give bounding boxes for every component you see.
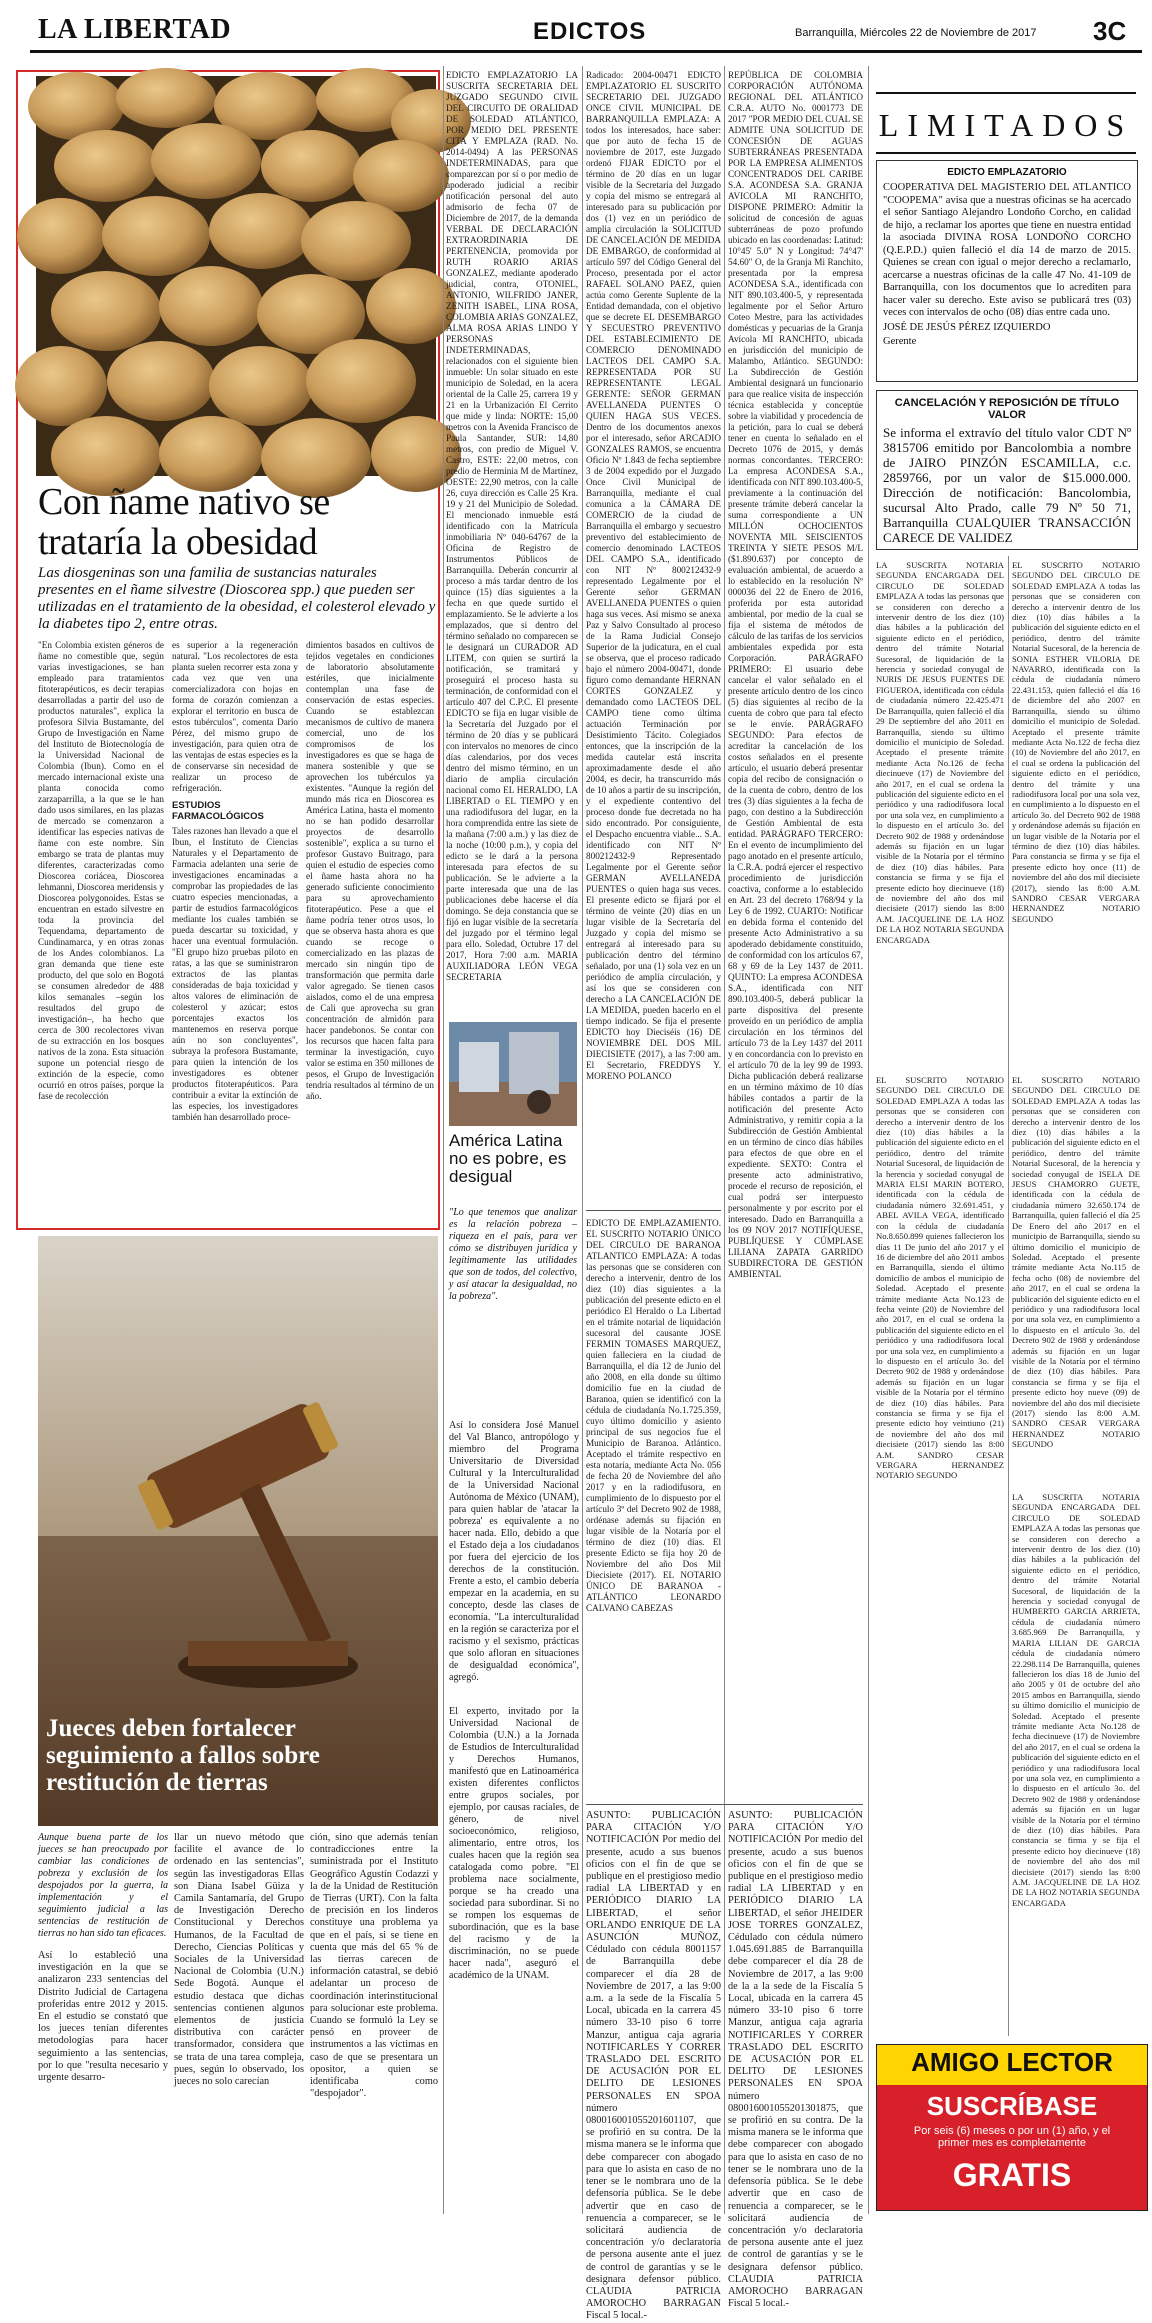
section-rule	[586, 1804, 863, 1805]
yam-photo	[36, 76, 436, 476]
jueces-headline: Jueces deben fortalecer seguimiento a fallos sobre restitución de tierras	[46, 1715, 320, 1796]
notaria-edict-2: EL SUSCRITO NOTARIO SEGUNDO DEL CIRCULO DE SOLEDAD EMPLAZA A todas las personas que se consideren con derecho a intervenir dentro de los diez (10) días hábiles a la publicación del siguiente edicto en el periódico, dentro del trámite Notarial Sucesoral, de la herencia de SONIA ESTHER VILORIA DE NAVARRO, identificada con la cédula de ciudadanía número 22.431.153, quien falleció el día 16 de diciembre del año 2007 en Barranquilla, siendo su último domicilio el municipio de Soledad. Aceptado el presente trámite mediante Acta No.122 de fecha diez (10) de Noviembre del año 2017, en el cual se ordena la publicación del siguiente edicto en el periódico, dentro del trámite y una radiodifusora local por una sola vez, en cumplimiento a lo dispuesto en el artículo 3o. del Decreto 902 de 1988 y ordenándose además su fijación en un lugar visible de la Notaría por el término de diez (10) días hábiles. Para constancia se firma y se fija el presente edicto hoy once (11) de noviembre del año dos mil diecisiete (2017), siendo las 8:00 A.M. SANDRO CESAR VERGARA HERNANDEZ NOTARIO SEGUNDO	[1012, 560, 1140, 924]
jueces-column-2: llar un nuevo método que facilite el avance de lo ordenado en las sentencias", según las investigadoras Ellas son Diana Isabel Güiza y Camila Santamaría, del Grupo de Investigación Derecho Constitucional y Derechos Humanos, de la Facultad de Derecho, Ciencias Políticas y Sociales de la Universidad Nacional de Colombia (U.N.) Sede Bogotá. Aunque el estudio destaca que dichas sentencias contienen algunos elementos de justicia distributiva con carácter transformador, considera que se trata de una tarea compleja, pues, según lo observado, los jueces no solo carecían	[174, 1832, 304, 2088]
edict-notaria-baranoa: EDICTO DE EMPLAZAMIENTO. EL SUSCRITO NOTARIO ÚNICO DEL CIRCULO DE BARANOA ATLANTICO EMPLAZA: A todas las personas que se consideren con derecho a intervenir, dentro de los diez (10) días siguientes a la publicación del presente edicto en el periódico El Heraldo o La Libertad en el trámite notarial de liquidación sucesoral del causante JOSE FERMIN TOMASES MARQUEZ, quien falleciera en la ciudad de Barranquilla, el día 12 de Junio del año 2008, en ella donde su último domicilio fue en la ciudad de Baranoa, quien se identificó con la cédula de ciudadanía No.1.725.359, cuyo último domicilio y asiento principal de sus negocios fue el Municipio de Baranoa. Atlántico. Aceptado el trámite respectivo en esta notaría, mediante Acta No. 056 de fecha 20 de Noviembre del año 2017 y en la radiodifusora, en cumplimiento de lo dispuesto por el artículo 3º del Decreto 902 de 1988, ordénase además su fijación en lugar visible de la Notaría por el término de diez (10) días. El presente Edicto se fija hoy 20 de Noviembre del año Dos Mil Diecisiete (2017). EL NOTARIO ÚNICO DE BARANOA -ATLÁNTICO LEONARDO CALVANO CABEZAS	[586, 1218, 721, 1613]
coopema-notice	[876, 160, 1138, 382]
column-rule	[1008, 556, 1009, 2036]
jueces-subhead: Aunque buena parte de los jueces se han preocupado por cambiar las condiciones de pobreza y exclusión de los despojados por la guerra, la implementación y el seguimiento judicial a las sentencias de restitución de tierras no han sido tan eficaces.	[38, 1832, 168, 1939]
cancellation-text: Se informa el extravío del título valor CDT Nº 3815706 emitido por Bancolombia a nombre de JAIRO PINZÓN ESCAMILLA, c.c. 2859766, por un valor de $15.000.000. Dirección de notificación: Bancolombia, sucursal Alto Prado, calle 79 Nº 50 71, Barranquilla CUALQUIER TRANSACCIÓN CARECE DE VALIDEZ	[883, 425, 1131, 545]
section-name: EDICTOS	[533, 18, 647, 45]
header-rule	[30, 50, 1142, 53]
feature-subhead: Las diosgeninas son una familia de sustancias naturales presentes en el ñame silvestre (Dioscorea spp.) que pueden ser utilizadas en el tratamiento de la obesidad, el colesterol elevado y la diabetes tipo 2, entre otras.	[38, 565, 436, 632]
dateline: Barranquilla, Miércoles 22 de Noviembre de 2017	[795, 27, 1037, 39]
edict-asunto-fiscalia-2: ASUNTO: PUBLICACIÓN PARA CITACIÓN Y/O NOTIFICACIÓN Por medio del presente, acudo a sus buenos oficios con el fin de que se publique en el prestigioso medio radial LA LIBERTAD y en PERIÓDICO DIARIO LA LIBERTAD, el señor JHEIDER JOSE TORRES GONZALEZ, Cédulado con cédula número 1.045.691.885 de Barranquilla debe comparecer el día 28 de Noviembre de 2017, a las 9:00 de la a la sede de la Fiscalía 5 Local, ubicada en la carrera 45 número 33-10 piso 6 torre Manzur, antigua caja agraria NOTIFICARLES Y CORRER TRASLADO DEL ESCRITO DE ACUSACIÓN POR EL DELITO DE LESIONES PERSONALES EN SPOA número 080016001055201301875, que se profirió en su contra. De la misma manera se le informa que debe comparecer con abogado para que lo asista en caso de no tener se le nombrara uno de la defensoría pública. Se le debe advertir que en caso de renuencia a comparecer, se le solicitará audiencia de concentración y/o declaratoria de persona ausente ante el juez de control de garantías y se le designara defensor público. CLAUDIA PATRICIA AMOROCHO BARRAGAN Fiscal 5 local.-	[728, 1810, 863, 2310]
column-rule	[868, 66, 869, 2214]
page-number: 3C	[1093, 16, 1127, 46]
feature-headline: Con ñame nativo se trataría la obesidad	[38, 481, 330, 563]
column-rule	[582, 66, 583, 2214]
notaria-edict-3: EL SUSCRITO NOTARIO SEGUNDO DEL CIRCULO DE SOLEDAD EMPLAZA A todas las personas que se consideren con derecho a intervenir dentro de los diez (10) días hábiles a la publicación del siguiente edicto en el periódico, dentro del trámite Notarial Sucesoral, de liquidación de la herencia y sociedad conyugal de MARIA ELSI MARIN BOTERO, identificada con la cédula de ciudadanía número 32.691.451, y ABEL AVILA VEGA, identificado con la cédula de ciudadanía No.8.650.899 quienes fallecieron los días 11 De junio del año 2017 y el 16 de diciembre del año 2011 ambos en Barranquilla, siendo el último domicilio de ambos el municipio de Soledad. Aceptado el presente trámite mediante Acta No.123 de fecha veinte (20) de Noviembre del año 2017, en el cual se ordena la publicación del siguiente edicto en el periódico y una radiodifusora local por una sola vez, en cumplimiento a lo dispuesto en el artículo 3o. del Decreto 902 de 1988 y ordenándose además su fijación en un lugar visible de la Notaría por el término de diez (10) días hábiles. Para constancia se firma y se fija el presente edicto hoy veintiuno (21) de noviembre del año dos mil diecisiete (2017) siendo las 8:00 A.M. SANDRO CESAR VERGARA HERNANDEZ NOTARIO SEGUNDO	[876, 1075, 1004, 1481]
pharma-subtitle: ESTUDIOS FARMACOLÓGICOS	[172, 800, 264, 822]
notaria-edict-4: EL SUSCRITO NOTARIO SEGUNDO DEL CIRCULO DE SOLEDAD EMPLAZA A todas las personas que se consideren con derecho a intervenir dentro de los diez (10) días hábiles a la publicación del siguiente edicto en el periódico, dentro del trámite Notarial Sucesoral, de la herencia y sociedad conyugal de ISELA DE JESUS CHAMORRO GUETE, identificada con la cédula de ciudadanía número 32.650.174 de Barranquilla, quien falleció el día 25 De Enero del año 2017 en el municipio de Barranquilla, siendo su último domicilio el municipio de Soledad. Aceptado el presente trámite mediante Acta No.115 de fecha ocho (08) de noviembre del año 2017, en el cual se ordena la publicación del siguiente edicto en el periódico y una radiodifusora local por una sola vez, en cumplimiento a lo dispuesto en el artículo 3o. del Decreto 902 de 1988 y ordenándose además su fijación en un lugar visible de la Notaría por el término de diez (10) días hábiles. Para constancia se firma y se fija el presente edicto hoy nueve (09) de noviembre del año dos mil diecisiete (2017) siendo las 8:00 A.M. SANDRO CESAR VERGARA HERNANDEZ NOTARIO SEGUNDO	[1012, 1075, 1140, 1450]
coopema-signature: JOSÉ DE JESÚS PÉREZ IZQUIERDO	[883, 321, 1051, 333]
column-rule	[724, 66, 725, 2214]
masthead: LA LIBERTAD	[38, 14, 232, 45]
latam-headline: América Latina no es pobre, es desigual	[449, 1131, 567, 1186]
section-rule	[586, 1210, 721, 1211]
latam-photo	[449, 1022, 577, 1126]
edict-cra-resolucion: REPÚBLICA DE COLOMBIA CORPORACIÓN AUTÓNOMA REGIONAL DEL ATLÁNTICO C.R.A. AUTO No. 0001773 DE 2017 "POR MEDIO DEL CUAL SE ADMITE UNA SOLICITUD DE CONCESIÓN DE AGUAS SUBTERRÁNEAS PRESENTADA POR LA EMPRESA ALIMENTOS CONCENTRADOS DEL CARIBE S.A. ACONDESA S.A. GRANJA AVICOLA MI RANCHITO, DISPONE PRIMERO: Admitir la solicitud de concesión de aguas subterráneas de pozo profundo ubicado en las coordenadas: Latitud: 10°45' 5.0" N y Longitud: 74°47' 54.60" O, de la Granja Mi Ranchito, presentada por la empresa ACONDESA S.A., identificada con NIT 890.103.400-5, y representada legalmente por el Señor Arturo Coteo Mestre, para las actividades domésticas y pecuarias de la Granja Avícola MI RANCHITO, ubicada en jurisdicción del municipio de Malambo, Atlántico. SEGUNDO: La Subdirección de Gestión Ambiental designará un funcionario para que realice visita de inspección técnica establecida y conceptúe sobre la viabilidad y procedencia de la petición, para lo cual se deberá tener en cuenta lo señalado en el Decreto 1076 de 2015, y demás normas concordantes. TERCERO: La empresa ACONDESA S.A., identificada con NIT 890.103.400-5, previamente a la continuación del presente trámite deberá cancelar la suma correspondiente a UN MILLÓN OCHOCIENTOS NOVENTA MIL SEISCIENTOS TREINTA Y SIETE PESOS M/L ($1.890.637) por concepto de evaluación ambiental, de acuerdo a lo establecido en la resolución Nº 000036 del 22 de Enero de 2016, proferida por esta autoridad ambiental, por medio de la cual se fija el sistema de métodos de cálculo de las tarifas de los servicios ambientales expedida por esta Corporación. PARÁGRAFO PRIMERO: El usuario debe cancelar el valor señalado en el presente artículo dentro de los cinco (5) días siguientes al recibo de la cuenta de cobro que para tal efecto se le envíe. PARÁGRAFO SEGUNDO: Para efectos de acreditar la cancelación de los costos señalados en el presente artículo, el usuario deberá presentar copia del recibo de consignación o de la cuenta de cobro, dentro de los tres (3) días siguientes a la fecha de pago, con destino a la Subdirección de Gestión Ambiental de esta entidad. PARÁGRAFO TERCERO: En el evento de incumplimiento del pago anotado en el presente artículo, la C.R.A. podrá ejercer el respectivo procedimiento de jurisdicción coactiva, conforme a lo establecido en Art. 23 del decreto 1768/94 y la Ley 6 de 1992. CUARTO: Notificar en debida forma el contenido del presente Acto Administrativo a su apoderado debidamente constituido, de conformidad con los artículos 67, 68 y 69 de la Ley 1437 de 2011. QUINTO: La empresa ACONDESA S.A., identificada con NIT 890.103.400-5, deberá publicar la parte dispositiva del presente proveído en un periódico de amplia circulación en los términos del artículo 73 de la Ley 1437 del 2011 y en concordancia con lo previsto en el artículo 70 de la ley 99 de 1993. Dicha publicación deberá realizarse en un término máximo de 10 días hábiles contados a partir de la notificación del presente Acto Administrativo, y remitir copia a la Subdirección de Gestión Ambiental en un término de cinco días hábiles para efectos de que obre en el expediente. SEXTO: Contra el presente acto administrativo, procede el recurso de reposición, el cual podrá ser interpuesto personalmente y por escrito por el interesado. Dado en Barranquilla a los 09 NOV 2017 NOTIFÍQUESE, PUBLÍQUESE Y CÚMPLASE LILIANA ZAPATA GARRIDO SUBDIRECTORA DE GESTIÓN AMBIENTAL	[728, 70, 863, 1279]
ad-offer: Por seis (6) meses o por un (1) año, y el primer mes es completamente	[913, 2125, 1111, 2149]
edict-juzgado-once: Radicado: 2004-00471 EDICTO EMPLAZATORIO EL SUSCRITO SECRETARIO DEL JUZGADO ONCE CIVIL MUNICIPAL DE BARRANQUILLA EMPLAZA: A todos los interesados, hace saber: que por auto de fecha 15 de noviembre de 2017, este Juzgado ordenó FIJAR EDICTO por el término de 20 días en un lugar visible de la Secretaría del Juzgado y copia del mismo se entregará al interesado para su publicación por dos (1) vez en un periódico de amplia circulación la SOLICITUD DE CANCELACIÓN DE MEDIDA DE EMBARGO, de conformidad al artículo 597 del Código General del Proceso, presentada por el actor RAFAEL SOLANO PAEZ, quien actúa como Gerente Suplente de la Entidad demandada, con el objetivo que se decrete EL DESEMBARGO Y SECUESTRO PREVENTIVO DEL ESTABLECIMIENTO DE COMERCIO DENOMINADO LACTEOS DEL CAMPO S.A. REPRESENTADA POR SU REPRESENTANTE LEGAL GERENTE: SEÑOR GERMAN AVELLANEDA PUENTES O QUIEN HAGA SUS VECES. Dentro de los documentos anexos por el interesado, señor ARCADIO GONZALES RAMOS, se encuentra Oficio Nº 1.843 de fecha septiembre 3 de 2004 expedido por el Juzgado Once Civil Municipal de Barranquilla, mediante el cual comunica a la CÁMARA DE COMERCIO de la ciudad de Barranquilla el embargo y secuestro preventivo del establecimiento de comercio denominado LACTEOS DEL CAMPO S.A., identificado con NIT Nº 800212432-9 representado Legalmente por el Gerente señor GERMAN AVELLANEDA PUENTES o quien haga sus veces. Así mismo se anexa Paz y Salvo Consultado al proceso de la Rama Judicial Consejo Superior de la judicatura, en el cual se observa, que el proceso radicado bajo el número 2004-00471, donde figuro como demandante HERNAN CORTES GONZALEZ y demandado como LACTEOS DEL CAMPO tiene como última actuación Terminación por Desistimiento Tácito. Colegiados entonces, que la inscripción de la medida cautelar está inscrita aproximadamente desde el año 2004, es decir, ha transcurrido más de 10 años a partir de su inscripción, y el expediente contentivo del proceso donde fue decretada no ha sido encontrado. Por consiguiente, el Despacho encuentra viable... S.A. identificado con NIT Nº 800212432-9 Representado Legalmente por el Gerente señor GERMAN AVELLANEDA PUENTES o quien haga sus veces. El presente edicto se fijará por el término de veinte (20) días en un lugar visible de la Secretaría del Juzgado y copia del mismo se entregará al interesado para su publicación dentro del término señalado, por una (1) sola vez en un periódico de amplia circulación, y así los que se consideren con derecho a LA CANCELACIÓN DE LA MEDIDA, pueden hacerlo en el tiempo indicado. Se fija el presente EDICTO hoy Dieciséis (16) DE NOVIEMBRE DEL DOS MIL DIECISIETE (2017), a las 7:00 am. El Secretario, FREDDYS Y. MORENO POLANCO	[586, 70, 721, 1081]
latam-body-2: El experto, invitado por la Universidad Nacional de Colombia (U.N.) a la Jornada de Estudios de Interculturalidad y Derechos Humanos, manifestó que en Latinoamérica existen diferentes conflictos entre grupos sociales, por ejemplo, por causas raciales, de género, de nivel socioeconómico, religioso, alimentario, entre otros, los cuales hacen que la región sea catalogada como pobre. "El problema nace socialmente, porque se ha creado una sociedad para subordinar. Si no se rompen los esquemas de subordinación, que es la base del racismo y de la discriminación, no se puede hacer nada", aseguró el académico de la UNAM.	[449, 1706, 579, 1981]
subscription-ad[interactable]	[876, 2044, 1148, 2211]
coopema-text: COOPERATIVA DEL MAGISTERIO DEL ATLANTICO "COOPEMA" avisa que a nuestras oficinas se ha acercado el señor Santiago Alejandro Londoño Corcho, en calidad de hijo, a reclamar los aportes que tiene en nuestra entidad la asociada DIVINA ROSA LONDOÑO CORCHO (Q.E.P.D.) quien falleció el día 14 de marzo de 2015. Quienes se crean con igual o mejor derecho a reclamarlo, acercarse a nuestras oficinas de la calle 47 No. 41-109 de Barranquilla, con los documentos que lo acrediten para hacer valer su derecho. Este aviso se publicará tres (03) veces con intervalos de ocho (08) días entre cada uno.	[883, 182, 1131, 318]
cdt-cancellation-notice	[876, 390, 1138, 550]
cancellation-title: CANCELACIÓN Y REPOSICIÓN DE TÍTULO VALOR	[894, 397, 1120, 421]
edict-asunto-fiscalia-1: ASUNTO: PUBLICACIÓN PARA CITACIÓN Y/O NOTIFICACIÓN Por medio del presente, acudo a sus buenos oficios con el fin de que se publique en el prestigioso medio radial LA LIBERTAD y en PERIÓDICO DIARIO LA LIBERTAD, el señor ORLANDO ENRIQUE DE LA ASUNCIÓN MUÑOZ, Cédulado con cédula 8001157 de Barranquilla debe comparecer el día 28 de Noviembre de 2017, a las 9:00 a.m. a la sede de la Fiscalía 5 Local, ubicada en la carrera 45 número 33-10 piso 6 torre Manzur, antigua caja agraria NOTIFICARLES Y CORRER TRASLADO DEL ESCRITO DE ACUSACIÓN POR EL DELITO DE LESIONES PERSONALES EN SPOA número 080016001055201601107, que se profirió en su contra. De la misma manera se le informa que debe comparecer con abogado para que lo asista en caso de no tener se le nombrara uno de la defensoría pública. Se le debe advertir que en caso de renuencia a comparecer, se le solicitará audiencia de concentración y/o declaratoria de persona ausente ante el juez de control de garantías y se le designara defensor público. CLAUDIA PATRICIA AMOROCHO BARRAGAN Fiscal 5 local.-	[586, 1810, 721, 2322]
jueces-column-1: Así lo estableció una investigación en la que se analizaron 233 sentencias del Distrito Judicial de Cartagena proferidas entre 2012 y 2015. En el estudio se constató que los jueces tenían diferentes metodologías para hacer seguimiento a las sentencias, por lo que "resulta necesario y urgente desarro-	[38, 1950, 168, 2084]
limitados-banner: LIMITADOS	[876, 92, 1136, 154]
column-rule	[443, 66, 444, 2214]
edict-juzgado-soledad: EDICTO EMPLAZATORIO LA SUSCRITA SECRETARIA DEL JUZGADO SEGUNDO CIVIL DEL CIRCUITO DE ORALIDAD DE SOLEDAD ATLÁNTICO, POR MEDIO DEL PRESENTE CITA Y EMPLAZA (RAD. No. 2014-0494) A las PERSONAS INDETERMINADAS, para que comparezcan por sí o por medio de apoderado judicial a recibir notificación personal del auto admisorio de fecha 07 de Diciembre de 2017, de la demanda VERBAL DE DECLARACIÓN EXTRAORDINARIA DE PERTENENCIA, promovida por RUTH ROARIO ARIAS GONZALEZ, mediante apoderado judicial, contra, OTONIEL, ANTONIO, WILFRIDO JANER, ZENITH ISABEL, LINA ROSA, COLOMBIA ARIAS GONZALEZ, ALMA ROSA ARIAS LINDO Y PERSONAS INDETERMINADAS, relacionados con el siguiente bien inmueble: Un solar situado en este municipio de Soledad, en la acera oriental de la Calle 25, carrera 19 y 21 en la Urbanización El Cerrito que mide y linda: NORTE: 15,00 metros con la Avenida Francisco de Paula Santander, SUR: 14,80 metros, con predio de Miguel V. Castro, ESTE: 22,00 metros, con predio de Herminia M de Martínez, OESTE: 22,90 metros, con la calle 26, cuya dirección es Calle 25 Kra. 19 y 21 del Municipio de Soledad. El mencionado inmueble está identificado con la Matrícula inmobiliaria Nº 040-64767 de la Oficina de Registro de Instrumentos Públicos de Barranquilla. Deberán concurrir al proceso a más tardar dentro de los quince (15) días siguientes a la fecha en que quede surtido el emplazamiento. Se le advierte a los emplazados, que si dentro del término señalado no comparecen se le designará un CURADOR AD LITEM, con quien se surtirá la notificación, se tramitará y proseguirá el proceso hasta su terminación, de conformidad con el artículo 407 del C.P.C. El presente EDICTO se fija en lugar visible de la Secretaría del Juzgado por el término de 20 días y se publicará con intervalos no menores de cinco días calendarios, por dos veces dentro del mismo término, en un diario de amplia circulación nacional como EL HERALDO, LA LIBERTAD o EL TIEMPO y en una radiodifusora del lugar, en la hora comprendida entre las siete de la mañana (7:00 a.m.) y las diez de la noche (10:00 p.m.), y copia del edicto se le dará a la persona interesada para efectos de su publicación. Se le advierte a la parte interesada que una de las publicaciones debe hacerse el día domingo. Se deja constancia que se fijó en lugar visible de la secretaría del juzgado por el término legal para ello. Soledad, Octubre 17 del 2017, Hora 7:00 a.m. MARIA AUXILIADORA LEÓN VEGA SECRETARIA	[446, 70, 578, 982]
ad-title: AMIGO LECTOR	[911, 2047, 1113, 2077]
latam-quote: "Lo que tenemos que analizar es la relación pobreza – riqueza en el país, para ver cómo se distribuyen jurídica y legítimamente las utilidades que son de todos, del colectivo, y así atacar la desigualdad, no la pobreza".	[449, 1207, 577, 1302]
coopema-role: Gerente	[883, 336, 917, 347]
latam-body-1: Así lo considera José Manuel del Val Blanco, antropólogo y miembro del Programa Universitario de Diversidad Cultural y la Interculturalidad de la Universidad Nacional Autónoma de México (UNAM), para quien hablar de 'atacar la pobreza' es equivalente a no hacer nada. Ello, debido a que el Estado deja a los ciudadanos por fuera del ejercicio de los derechos de la constitución. Frente a esto, el cambio debería empezar en la academia, en su concepto, desde las clases de economía. "La interculturalidad en la región se caracteriza por el racismo y el sexismo, prácticas que solo afloran en situaciones de desigualdad económica", agregó.	[449, 1420, 579, 1683]
notaria-edict-5: LA SUSCRITA NOTARIA SEGUNDA ENCARGADA DEL CIRCULO DE SOLEDAD EMPLAZA A todas las personas que se consideren con derecho a intervenir dentro de los diez (10) días hábiles a la publicación del siguiente edicto en el periódico, dentro del trámite Notarial Sucesoral, de liquidación de la herencia y sociedad conyugal de HUMBERTO GARCIA ARRIETA, cédula de ciudadanía número 3.685.969 De Barranquilla, y MARIA LILIAN DE GARCIA cédula de ciudadanía número 22.298.114 De Barranquilla, quienes fallecieron los días 18 de Junio del año 2005 y 01 de octubre del año 2015 ambos en Barranquilla, siendo su último domicilio el municipio de Soledad. Aceptado el presente trámite mediante Acta No.128 de fecha diecinueve (17) de Noviembre del año 2017, en el cual se ordena la publicación del siguiente edicto en el periódico y una radiodifusora local por una sola vez, en cumplimiento a lo dispuesto en el artículo 3o. del Decreto 902 de 1988 y ordenándose además su fijación en un lugar visible de la Notaría por el término de diez (10) días hábiles. Para constancia se firma y se fija el presente edicto hoy diecinueve (18) de noviembre del año dos mil diecisiete (2017) siendo las 8:00 A.M. JACQUELINE DE LA HOZ DE LA HOZ NOTARIA SEGUNDA ENCARGADA	[1012, 1492, 1140, 1908]
feature-column-3: dimientos basados en cultivos de tejidos vegetales en condiciones de laboratorio absolutamente estériles, que inicialmente contemplan una fase de conservación de estas especies. Cuando se establezcan mecanismos de cultivo de manera comercial, uno de los compromisos de los investigadores es que se haga de manera sostenible y que se aprovechen los tubérculos ya existentes. "Aunque la región del mundo más rica en Dioscorea es América Latina, hasta el momento no se han podido desarrollar proyectos de desarrollo sostenible", explica a su turno el profesor Gustavo Buitrago, para quien el estudio de especies como el ñame hasta ahora no ha generado suficiente conocimiento para su aprovechamiento fitoterapéutico. Pese a que el ñame podría tener otros usos, lo que se observa hasta ahora es que cuando se recoge o comercializado en las plazas de mercado sin ningún tipo de transformación que permita darle valor agregado. Se tienen casos aislados, como el de una empresa de Cali que aprovecha su gran concentración de almidón para hacer pandebonos. Se contar con los recursos que hacen falta para terminar la investigación, cuyo valor se estima en 350 millones de pesos, el Grupo de Investigación tendría resultados al término de un año.	[306, 640, 434, 1101]
feature-column-2: es superior a la regeneración natural. "Los recolectores de esta planta suelen recorrer esta zona y cada vez que ven una comercializadora con hojas en forma de corazón comienzan a explorar el territorio en busca de estos tubérculos", comenta Darío Pérez, del mismo grupo de investigación, para quien otra de las ventajas de estas especies es la de conservarse sin necesidad de realizar un proceso de refrigeración. ESTUDIOS FARMACOLÓGICOS Tales razones han llevado a que el Ibun, el Instituto de Ciencias Naturales y el Departamento de Farmacia adelanten una serie de investigaciones encaminadas a comprobar las propiedades de las cuatro especies mencionadas, a partir de estudios farmacológicos mediante los cuales también se pueda descartar su toxicidad, y hacer una eventual formulación. "El grupo hizo pruebas piloto en ratas, a las que se suministraron extractos de las plantas consideradas de baja toxicidad y altos valores de eliminación de colesterol y azúcar; estos porcentajes exactos los mantenemos en reserva porque aún no son concluyentes", subraya la profesora Bustamante, para quien la intención de los investigadores es obtener productos fitoterapéuticos. Para contribuir a evitar la extinción de las especies, los investigadores también han desarrollado proce-	[172, 640, 298, 1122]
notaria-edict-1: LA SUSCRITA NOTARIA SEGUNDA ENCARGADA DEL CIRCULO DE SOLEDAD EMPLAZA A todas las personas que se consideren con derecho a intervenir dentro de los diez (10) días hábiles a la publicación del siguiente edicto en el periódico, dentro del trámite Notarial Sucesoral, de liquidación de la herencia y sociedad conyugal de NURIS DE JESUS FUENTES DE FIGUEROA, identificada con cédula de ciudadanía número 22.425.471 De Barranquilla, quien falleció el día 29 De septiembre del año 2011 en Barranquilla, siendo su último domicilio el municipio de Soledad. Aceptado el presente trámite mediante Acta No.126 de fecha diecinueve (17) de Noviembre del año 2017, en el cual se ordena la publicación del siguiente edicto en el periódico y una radiodifusora local por una sola vez, en cumplimiento a lo dispuesto en el artículo 3o. del Decreto 902 de 1988 y ordenándose además su fijación en un lugar visible de la Notaría por el término de diez (10) días hábiles. Para constancia se firma y se fija el presente edicto hoy diecinueve (18) de noviembre del año dos mil diecisiete (2017) siendo las 8:00 A.M. JACQUELINE DE LA HOZ DE LA HOZ NOTARIA SEGUNDA ENCARGADA	[876, 560, 1004, 945]
feature-column-1: "En Colombia existen géneros de ñame no comestible que, según varias investigaciones, se han empleado para tratamientos fitoterapéuticos, es decir terapias desarrolladas a partir del uso de productos naturales", explica la profesora Silvia Bustamante, del Grupo de Investigación en Ñame del Instituto de Biotecnología de la Universidad Nacional de Colombia (Ibun). Como en el mercado internacional existe una planta conocida como zarzaparrilla, a la que se le han dado usos similares, en las plazas de mercado se comenzaron a identificar las especies nativas de ñame con este nombre. Sin embargo se trata de plantas muy diferentes, caracterizadas como Dioscorea coriácea, Dioscorea lehmanni, Dioscorea meridensis y Dioscorea polygonoides. Estas se encuentran en estado silvestre en toda la provincia del Tequendama, departamento de Cundinamarca, y en otras zonas de los Andes colombianos. La gran demanda que tiene este producto, del que solo en Bogotá se consumen alrededor de 488 kilos semanales –según los resultados del grupo de investigación–, ha hecho que cerca de 300 recolectores vivan de su extracción en los bosques nativos de la zona. Esta situación supone un potencial riesgo de extinción de la especie, como ocurrió en otros países, porque la fase de recolección	[38, 640, 164, 1101]
jueces-column-3: ción, sino que además tenían contradicciones entre la suministrada por el Instituto Geográfico Agustín Codazzi y la de la Unidad de Restitución de Tierras (URT). Con la falta de precisión en los linderos constituye una problema ya que en el país, si se tiene en cuenta que más del 65 % de las tierras carecen de información catastral, se debió adelantar un proceso de coordinación interinstitucional para solucionar este problema. Cuando se formuló la Ley se pensó en proveer de instrumentos a las víctimas en caso de que se presentara un opositor, a quien se identificaba como "despojador".	[310, 1832, 438, 2100]
ad-free: GRATIS	[952, 2157, 1072, 2193]
ad-subscribe: SUSCRÍBASE	[926, 2091, 1098, 2121]
coopema-title: EDICTO EMPLAZATORIO	[947, 167, 1067, 178]
